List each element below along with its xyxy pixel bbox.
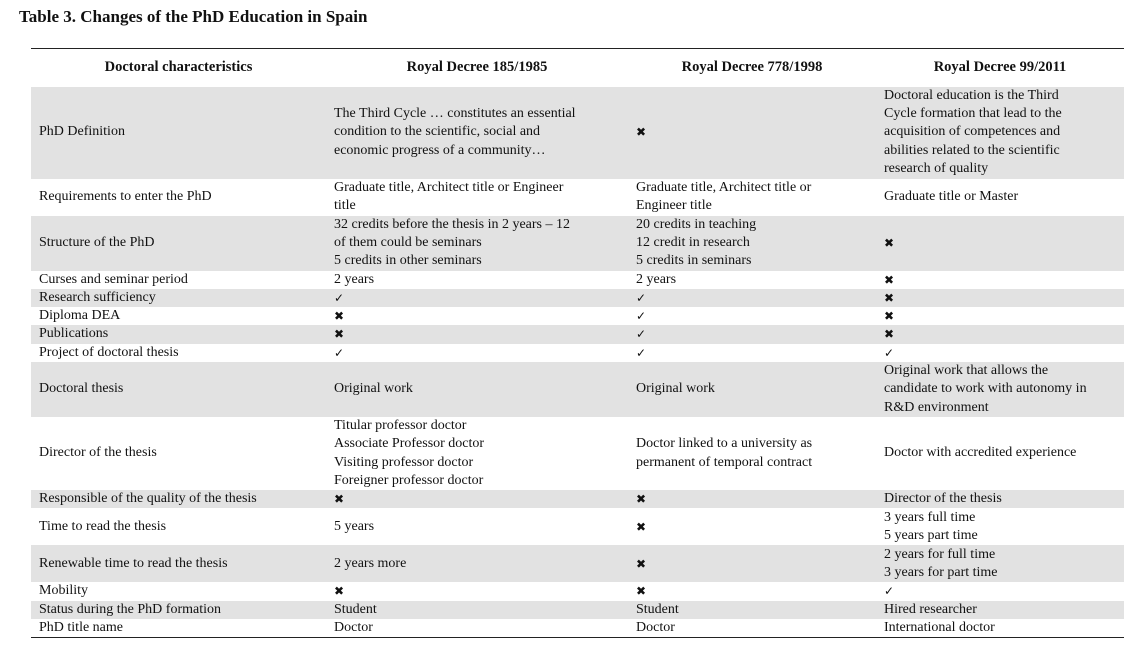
- rd-1998-cell: ✖: [628, 490, 876, 508]
- rd-1998-cell: Doctor: [628, 619, 876, 638]
- table-row: [31, 289, 1124, 307]
- rd-2011-cell: Original work that allows the candidate to work with autonomy in R&D environment: [876, 362, 1124, 417]
- rd-1998-cell: ✓: [628, 325, 876, 343]
- rd-1985-cell: Doctor: [326, 619, 628, 638]
- rd-1985-cell: 2 years more: [326, 545, 628, 582]
- characteristic-cell: Publications: [31, 325, 326, 343]
- table-row: [31, 601, 1124, 619]
- table-row: [31, 490, 1124, 508]
- rd-1998-cell: ✓: [636, 345, 647, 360]
- characteristic-cell: Status during the PhD formation: [31, 601, 326, 619]
- table-row: [31, 307, 1124, 325]
- rd-1998-cell: Graduate title, Architect title or Engineer title: [636, 179, 812, 213]
- rd-1998-cell: Original work: [628, 362, 876, 417]
- characteristic-cell: Director of the thesis: [39, 445, 157, 461]
- table-header: [31, 49, 1124, 87]
- table-title: Table 3. Changes of the PhD Education in Spain: [19, 7, 368, 26]
- rd-2011-cell: ✖: [876, 289, 1124, 307]
- rd-1998-cell: Student: [628, 601, 876, 619]
- table-row: [31, 216, 1124, 271]
- rd-1985-cell: The Third Cycle … constitutes an essential condition to the scientific, social and economic progress of a community…: [326, 87, 628, 179]
- rd-2011-cell: Hired researcher: [876, 601, 1124, 619]
- phd-changes-table: [31, 48, 1124, 638]
- rd-1985-cell: 32 credits before the thesis in 2 years – 12 of them could be seminars 5 credits in other seminars: [326, 216, 628, 271]
- rd-1998-cell: ✖: [628, 87, 876, 179]
- characteristic-cell: Doctoral thesis: [31, 362, 326, 417]
- rd-1998-cell: 20 credits in teaching 12 credit in research 5 credits in seminars: [628, 216, 876, 271]
- table-row: [31, 362, 1124, 417]
- rd-1998-cell: 2 years: [636, 271, 677, 287]
- rd-1998-cell: ✓: [636, 309, 647, 324]
- characteristic-cell: Mobility: [39, 583, 89, 599]
- column-header-rd-1998: Royal Decree 778/1998: [628, 49, 876, 87]
- table-row: [31, 325, 1124, 343]
- rd-1985-cell: 2 years: [334, 271, 375, 287]
- rd-1985-cell: Student: [326, 601, 628, 619]
- rd-1985-cell: Titular professor doctor Associate Professor doctor Visiting professor doctor Foreigner professor doctor: [334, 417, 485, 488]
- rd-2011-cell: ✖: [876, 325, 1124, 343]
- column-header-rd-2011: Royal Decree 99/2011: [876, 49, 1124, 87]
- rd-1985-cell: ✖: [326, 325, 628, 343]
- rd-2011-cell: 3 years full time 5 years part time: [884, 509, 978, 543]
- table-body: [31, 87, 1124, 638]
- rd-1998-cell: ✓: [628, 289, 876, 307]
- characteristic-cell: Diploma DEA: [39, 308, 121, 324]
- rd-1998-cell: Doctor linked to a university as permanent of temporal contract: [636, 436, 813, 470]
- characteristic-cell: Project of doctoral thesis: [39, 344, 179, 360]
- table-row: [31, 87, 1124, 179]
- rd-1998-cell: ✖: [628, 545, 876, 582]
- table-row: [31, 417, 1124, 490]
- rd-1985-cell: ✖: [334, 309, 345, 324]
- rd-2011-cell: International doctor: [876, 619, 1124, 638]
- header-row: [31, 49, 1124, 87]
- table-row: [31, 582, 1124, 600]
- rd-2011-cell: 2 years for full time 3 years for part time: [876, 545, 1124, 582]
- rd-1998-cell: ✖: [636, 584, 647, 599]
- characteristic-cell: Renewable time to read the thesis: [31, 545, 326, 582]
- rd-2011-cell: Director of the thesis: [876, 490, 1124, 508]
- table-row: [31, 344, 1124, 362]
- rd-1985-cell: Graduate title, Architect title or Engineer title: [334, 179, 564, 213]
- rd-2011-cell: ✓: [884, 345, 895, 360]
- characteristic-cell: Requirements to enter the PhD: [39, 188, 212, 204]
- rd-2011-cell: Doctoral education is the Third Cycle formation that lead to the acquisition of competences and abilities related to the scientific research of quality: [876, 87, 1124, 179]
- rd-2011-cell: Doctor with accredited experience: [884, 445, 1077, 461]
- characteristic-cell: PhD title name: [31, 619, 326, 638]
- rd-1985-cell: 5 years: [334, 518, 375, 534]
- characteristic-cell: Structure of the PhD: [31, 216, 326, 271]
- rd-1985-cell: ✓: [334, 345, 345, 360]
- rd-2011-cell: ✖: [876, 216, 1124, 271]
- characteristic-cell: PhD Definition: [31, 87, 326, 179]
- table-row: [31, 545, 1124, 582]
- table-row: [31, 619, 1124, 638]
- characteristic-cell: Curses and seminar period: [39, 271, 188, 287]
- rd-2011-cell: Graduate title or Master: [884, 188, 1019, 204]
- rd-1985-cell: ✖: [334, 584, 345, 599]
- column-header-characteristics: Doctoral characteristics: [31, 49, 326, 87]
- rd-1998-cell: ✖: [636, 519, 647, 534]
- characteristic-cell: Time to read the thesis: [39, 518, 167, 534]
- column-header-rd-1985: Royal Decree 185/1985: [326, 49, 628, 87]
- rd-1985-cell: ✖: [326, 490, 628, 508]
- rd-1985-cell: Original work: [326, 362, 628, 417]
- rd-2011-cell: ✖: [884, 272, 895, 287]
- characteristic-cell: Research sufficiency: [31, 289, 326, 307]
- table-row: [31, 271, 1124, 289]
- rd-2011-cell: ✖: [884, 309, 895, 324]
- table-row: [31, 508, 1124, 545]
- table-row: [31, 179, 1124, 216]
- characteristic-cell: Responsible of the quality of the thesis: [31, 490, 326, 508]
- rd-1985-cell: ✓: [326, 289, 628, 307]
- rd-2011-cell: ✓: [884, 584, 895, 599]
